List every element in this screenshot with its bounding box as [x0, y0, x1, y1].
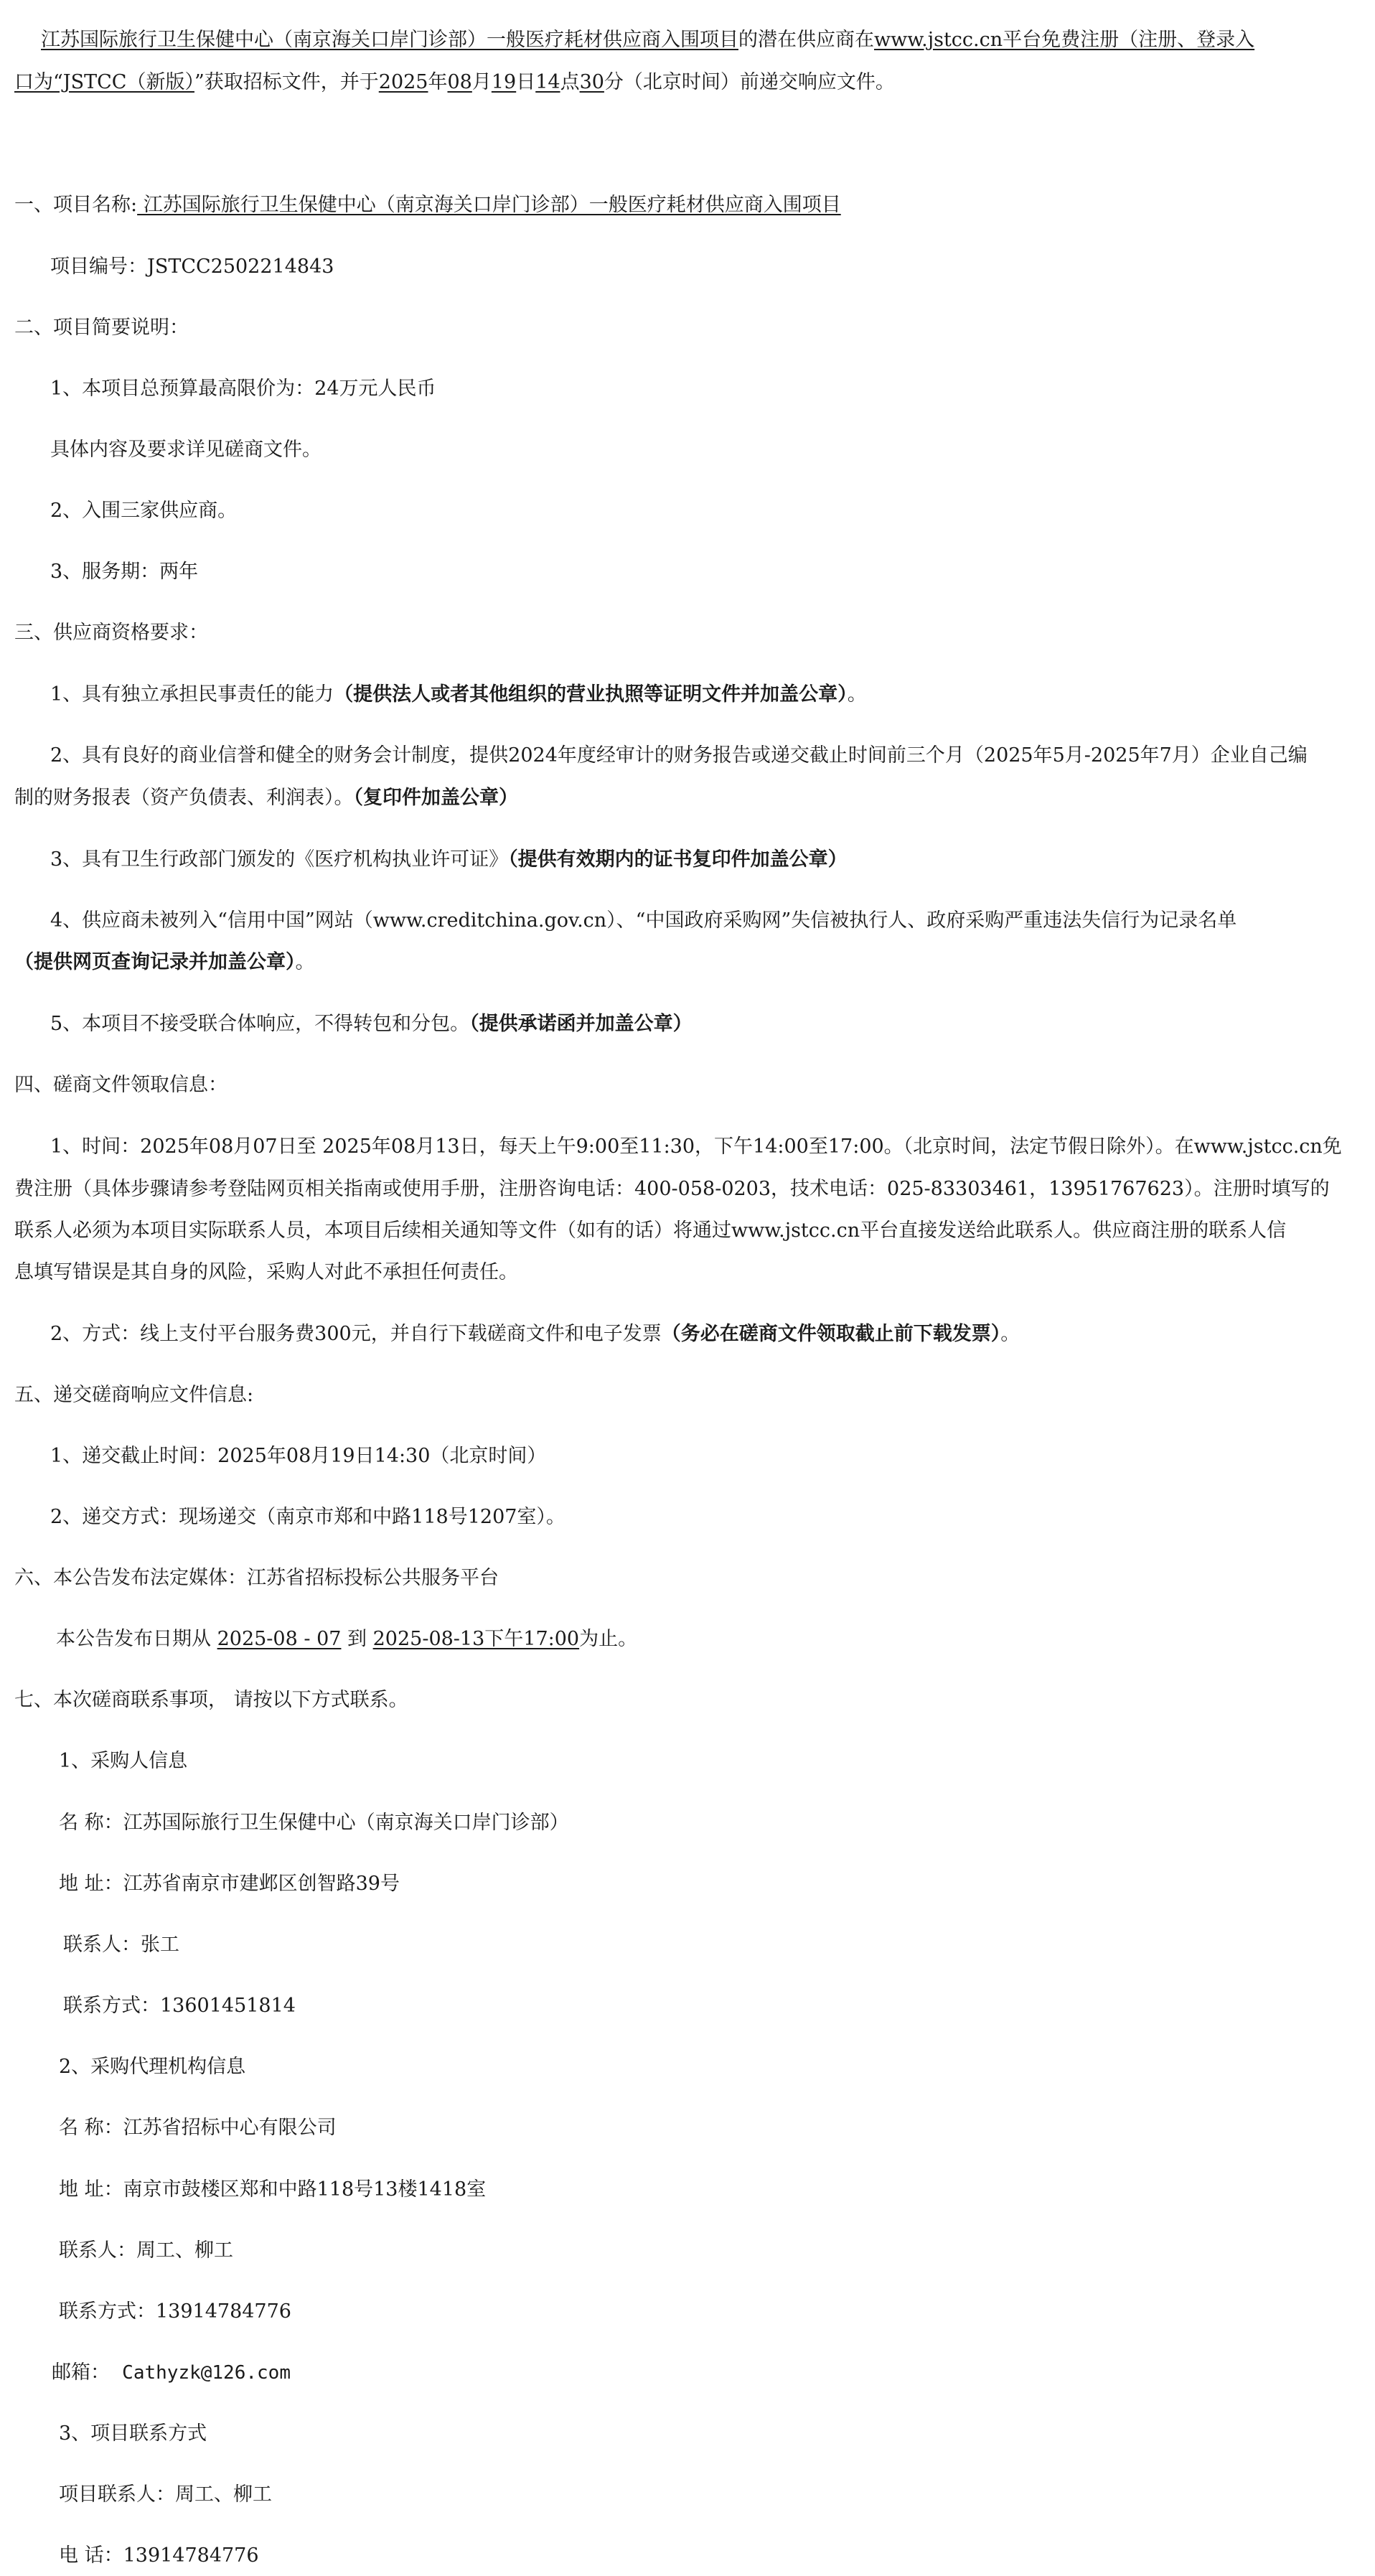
project-name: 江苏国际旅行卫生保健中心（南京海关口岸门诊部）一般医疗耗材供应商入围项目 — [137, 194, 841, 216]
purchaser-name: 名 称：江苏国际旅行卫生保健中心（南京海关口岸门诊部） — [59, 1812, 569, 1834]
publication-period-prefix: 本公告发布日期从 — [56, 1628, 217, 1650]
service-period-item: 3、服务期：两年 — [50, 561, 199, 583]
purchaser-title: 1、采购人信息 — [59, 1750, 188, 1772]
deadline-minute: 30 — [579, 71, 604, 93]
project-contact-person: 项目联系人：周工、柳工 — [59, 2483, 272, 2506]
acquisition-method-text: 2、方式：线上支付平台服务费300元，并自行下载磋商文件和电子发票 — [50, 1323, 662, 1345]
submission-deadline: 1、递交截止时间：2025年08月19日14:30（北京时间） — [50, 1445, 547, 1467]
year-char: 年 — [428, 71, 448, 93]
section-2-heading: 二、项目简要说明： — [14, 317, 189, 339]
platform-entry: 口为“JSTCC（新版） — [14, 71, 194, 93]
project-contact-title: 3、项目联系方式 — [59, 2422, 207, 2445]
qualification-1-note: （提供法人或者其他组织的营业执照等证明文件并加盖公章） — [334, 683, 848, 706]
qualification-2-note: （复印件加盖公章） — [353, 787, 518, 809]
section-7-heading: 七、本次磋商联系事项， 请按以下方式联系。 — [14, 1689, 408, 1711]
acquisition-line-3: 联系人必须为本项目实际联系人员，本项目后续相关通知等文件（如有的话）将通过www.jstcc.cn平台直接发送给此联系人。供应商注册的联系人信 — [14, 1219, 1287, 1242]
supplier-count-item: 2、入围三家供应商。 — [50, 500, 238, 522]
budget-detail: 具体内容及要求详见磋商文件。 — [50, 439, 322, 461]
qualification-3-note: （提供有效期内的证书复印件加盖公章） — [508, 848, 848, 871]
section-6-heading: 六、本公告发布法定媒体：江苏省招标投标公共服务平台 — [14, 1567, 499, 1589]
intro-line-2 — [14, 70, 895, 95]
agency-email-row — [52, 2360, 291, 2386]
qualification-4-note: （提供网页查询记录并加盖公章） — [14, 951, 296, 973]
qualification-2-line-2 — [14, 785, 518, 811]
section-3-heading: 三、供应商资格要求： — [14, 622, 208, 644]
qualification-4-end: 。 — [295, 951, 315, 973]
project-title-link: 江苏国际旅行卫生保健中心（南京海关口岸门诊部）一般医疗耗材供应商入围项目 — [41, 29, 738, 51]
agency-email: Cathyzk@126.com — [122, 2362, 291, 2384]
publication-end: 2025-08-13下午17:00 — [372, 1628, 580, 1650]
qualification-3-text: 3、具有卫生行政部门颁发的《医疗机构执业许可证》 — [50, 848, 509, 871]
publication-to: 到 — [341, 1628, 373, 1650]
section-4-heading: 四、磋商文件领取信息： — [14, 1074, 227, 1096]
qualification-1-end: 。 — [847, 683, 867, 706]
acquisition-method — [50, 1321, 1020, 1347]
qualification-5-text: 5、本项目不接受联合体响应，不得转包和分包。 — [50, 1013, 470, 1035]
purchaser-contact: 联系人：张工 — [63, 1934, 179, 1956]
deadline-month: 08 — [447, 71, 472, 93]
intro-tail: 分（北京时间）前递交响应文件。 — [604, 71, 895, 93]
section-1-heading — [14, 192, 841, 218]
intro-text-2: ”获取招标文件，并于 — [194, 71, 379, 93]
agency-title: 2、采购代理机构信息 — [59, 2056, 246, 2078]
acquisition-line-1: 1、时间：2025年08月07日至 2025年08月13日，每天上午9:00至11:30，下午14:00至17:00。（北京时间，法定节假日除外）。在www.jstcc.cn免 — [50, 1135, 1342, 1158]
submission-method: 2、递交方式：现场递交（南京市郑和中路118号1207室）。 — [50, 1506, 566, 1528]
qualification-5-note: （提供承诺函并加盖公章） — [469, 1013, 693, 1035]
intro-line-1 — [41, 27, 1254, 53]
agency-address: 地 址：南京市鼓楼区郑和中路118号13楼1418室 — [59, 2178, 487, 2201]
qualification-1 — [50, 682, 867, 708]
purchaser-phone: 联系方式：13601451814 — [63, 1995, 296, 2017]
acquisition-method-end: 。 — [1000, 1323, 1020, 1345]
publication-suffix: 为止。 — [579, 1628, 638, 1650]
day-char: 日 — [516, 71, 536, 93]
project-contact-phone: 电 话：13914784776 — [59, 2544, 259, 2567]
budget-item: 1、本项目总预算最高限价为：24万元人民币 — [50, 378, 436, 400]
agency-name: 名 称：江苏省招标中心有限公司 — [59, 2117, 337, 2139]
publication-period — [56, 1626, 637, 1652]
acquisition-line-2: 费注册（具体步骤请参考登陆网页相关指南或使用手册，注册咨询电话：400-058-0203，技术电话：025-83303461，13951767623）。注册时填写的 — [14, 1178, 1330, 1200]
section-1-label: 一、项目名称: — [14, 194, 138, 216]
qualification-2-line-1: 2、具有良好的商业信誉和健全的财务会计制度，提供2024年度经审计的财务报告或递交截止时间前三个月（2025年5月-2025年7月）企业自己编 — [50, 744, 1308, 767]
qualification-1-text: 1、具有独立承担民事责任的能力 — [50, 683, 334, 706]
acquisition-method-note: （务必在磋商文件领取截止前下载发票） — [661, 1323, 1001, 1345]
qualification-5 — [50, 1011, 693, 1037]
publication-start: 2025-08 - 07 — [217, 1628, 342, 1650]
purchaser-address: 地 址：江苏省南京市建邺区创智路39号 — [59, 1873, 400, 1895]
platform-url: www.jstcc.cn平台免费注册（注册、登录入 — [874, 29, 1255, 51]
hour-char: 点 — [560, 71, 580, 93]
intro-text: 的潜在供应商在 — [738, 29, 874, 51]
acquisition-line-4: 息填写错误是其自身的风险，采购人对此不承担任何责任。 — [14, 1261, 518, 1283]
qualification-3 — [50, 847, 848, 873]
deadline-day: 19 — [491, 71, 517, 93]
section-5-heading: 五、递交磋商响应文件信息: — [14, 1384, 254, 1406]
project-code: 项目编号：JSTCC2502214843 — [50, 256, 334, 278]
month-char: 月 — [471, 71, 492, 93]
qualification-4-line-1: 4、供应商未被列入“信用中国”网站（www.creditchina.gov.cn）、“中国政府采购网”失信被执行人、政府采购严重违法失信行为记录名单 — [50, 909, 1237, 932]
agency-phone: 联系方式：13914784776 — [59, 2300, 291, 2323]
deadline-year: 2025 — [378, 71, 428, 93]
deadline-hour: 14 — [535, 71, 560, 93]
qualification-2-text: 制的财务报表（资产负债表、利润表）。 — [14, 787, 354, 809]
agency-contact: 联系人：周工、柳工 — [59, 2239, 233, 2262]
agency-email-label: 邮箱： — [52, 2361, 110, 2384]
qualification-4-line-2 — [14, 950, 315, 975]
